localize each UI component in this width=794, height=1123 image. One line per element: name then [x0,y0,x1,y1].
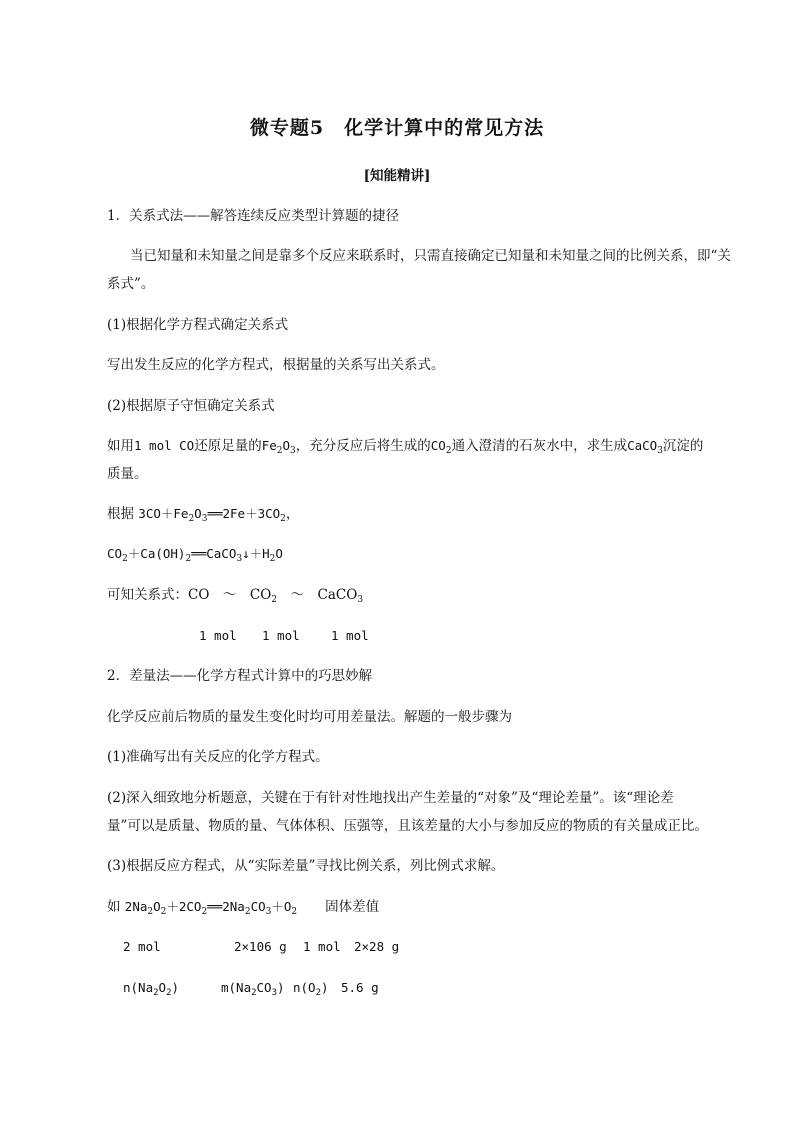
paragraph-1-line-2: 系式”。 [107,276,155,292]
formula-text: ＋2CO [166,899,202,914]
formula-text: CO [107,546,123,561]
subscript: 2 [269,554,276,564]
paragraph-3-line-1 [107,437,703,455]
subscript: 2 [160,907,167,917]
relation-formula [107,586,363,604]
paragraph-3-line-2: 质量。 [107,466,148,482]
section-badge [0,167,794,185]
formula-text: CO [430,438,446,453]
formula-text: ══2Fe＋3CO [207,506,281,521]
example-row-1-cell-4: 2×28 g [354,939,400,954]
formula-text: O [282,438,291,453]
page-title: 微专题5 化学计算中的常见方法 [249,117,545,139]
text-run: ，充分反应后将生成的 [295,438,431,454]
subscript: 2 [153,988,159,998]
example-row-1-cell-1: 2 mol [123,939,161,954]
text-run: 沉淀的 [662,438,704,454]
formula-text: Fe [261,438,277,453]
subscript: 2 [445,446,452,456]
subscript: 2 [201,907,208,917]
subscript: 2 [147,907,154,917]
text-run: 固体差值 [325,899,380,915]
text-run: O [158,980,167,995]
step-1: (1)准确写出有关反应的化学方程式。 [107,749,329,765]
subscript: 3 [265,907,272,917]
formula-text: CaCO [627,438,658,453]
formula-text: O [153,899,161,914]
text-run: 如 [107,899,121,915]
section-2-heading: 2．差量法——化学方程式计算中的巧思妙解 [107,668,373,684]
paragraph-2: 写出发生反应的化学方程式，根据量的关系写出关系式。 [107,357,445,373]
subheading-2: (2)根据原子守恒确定关系式 [107,398,275,414]
formula-text: CO [250,899,266,914]
text-run: ) [171,980,180,995]
section-1-heading: 1．关系式法——解答连续反应类型计算题的捷径 [107,208,400,224]
relation-amount-3: 1 mol [331,628,369,643]
text-run: ， [285,506,300,522]
text-run: ) [321,980,329,995]
subscript: 2 [251,988,257,998]
formula-text: ══2Na [207,899,245,914]
relation-amount-1: 1 mol [199,628,237,643]
subscript: 3 [271,988,278,998]
formula-text: O [275,546,283,561]
formula-text: 3CO＋Fe [138,506,189,521]
subscript: 2 [291,907,298,917]
formula-text: O [194,506,202,521]
text-run: CO [256,980,272,995]
text-run: 根据 [107,506,134,522]
text-run: 可知关系式：CO ～ CO [107,587,272,603]
example-row-2-cell-1 [123,979,179,997]
formula-text: ↓＋H [242,546,270,561]
subscript: 2 [315,988,321,998]
subscript: 3 [357,595,364,605]
text-run: 还原足量的 [194,438,262,454]
subscript: 3 [236,554,243,564]
example-row-2-cell-3 [293,979,329,997]
subscript: 2 [280,514,286,524]
text-run: 通入澄清的石灰水中，求生成 [451,438,628,454]
subscript: 2 [122,554,128,564]
text-run: ) [277,980,285,995]
paragraph-4: 化学反应前后物质的量发生变化时均可用差量法。解题的一般步骤为 [107,709,512,725]
badge-label: [知能精讲] [363,168,431,184]
subscript: 2 [271,595,278,605]
subscript: 2 [276,446,283,456]
subheading-1: (1)根据化学方程式确定关系式 [107,317,289,333]
subscript: 3 [290,446,296,456]
step-3: (3)根据反应方程式，从“实际差量”寻找比例关系，列比例式求解。 [107,858,505,874]
subscript: 2 [244,907,251,917]
formula-text: ＋Ca(OH) [127,546,186,561]
formula-text: ══CaCO [191,546,237,561]
step-2-line-2: 量”可以是质量、物质的量、气体体积、压强等，且该差量的大小与参加反应的物质的有关量成正比。 [107,818,708,834]
text-run: m(Na [221,980,252,995]
example-row-1-cell-2: 2×106 g [234,939,287,954]
subscript: 3 [201,514,208,524]
subscript: 2 [185,554,192,564]
equation-2 [107,545,283,563]
subscript: 2 [166,988,172,998]
example-row-2-cell-4: 5.6 g [341,980,379,995]
relation-amount-2: 1 mol [262,628,300,643]
equation-1 [107,505,299,523]
text-run: n(O [293,980,316,995]
paragraph-1-line-1: 当已知量和未知量之间是靠多个反应来联系时，只需直接确定已知量和未知量之间的比例关系，即“关 [130,248,731,264]
text-run: n(Na [123,980,154,995]
formula-text: 2Na [124,899,148,914]
example-row-1-cell-3: 1 mol [303,939,341,954]
subscript: 2 [188,514,195,524]
example-equation [107,898,379,916]
text-run: ～ CaCO [277,587,358,603]
subscript: 3 [657,446,663,456]
text-run: 1 mol CO [134,438,195,453]
example-row-2-cell-2 [221,979,285,997]
step-2-line-1: (2)深入细致地分析题意，关键在于有针对性地找出产生差量的“对象”及“理论差量”。该“理论差 [107,790,674,806]
formula-text: ＋O [271,899,292,914]
text-run: 如用 [107,438,134,454]
